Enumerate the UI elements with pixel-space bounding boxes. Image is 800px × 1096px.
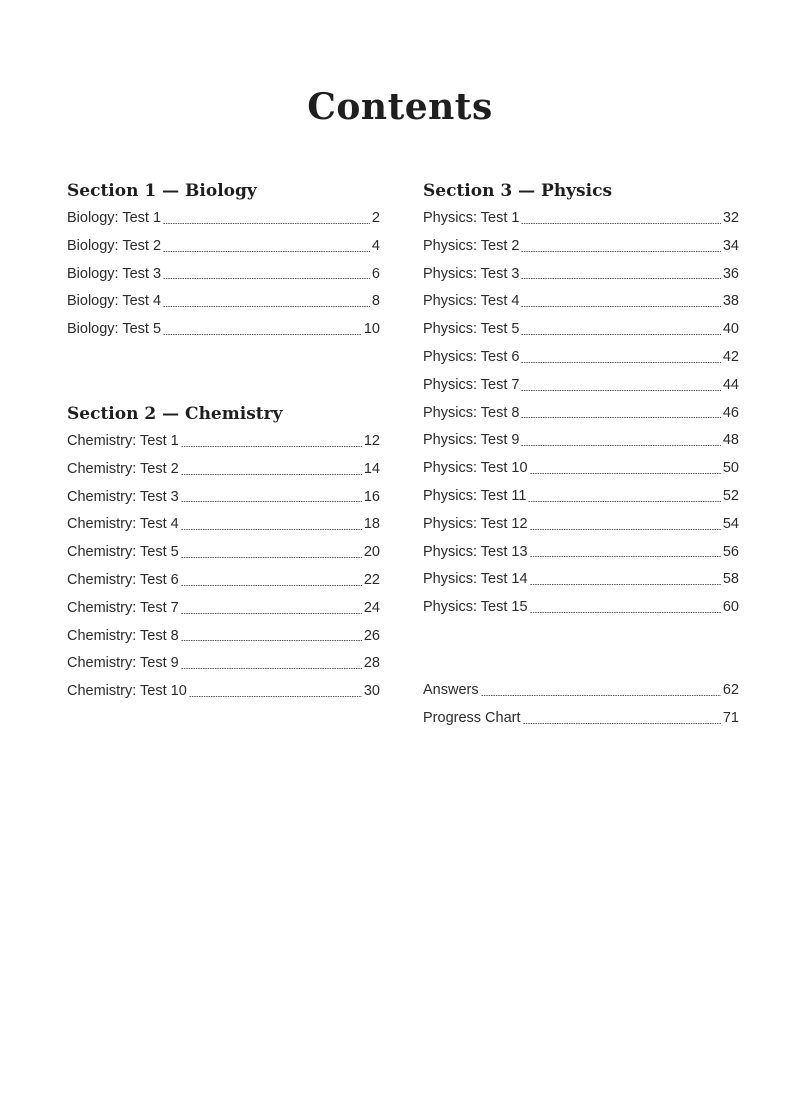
toc-entry-label: Chemistry: Test 6 bbox=[67, 571, 179, 588]
toc-page-number: 44 bbox=[722, 376, 739, 393]
toc-entry-answers[interactable] bbox=[423, 677, 739, 705]
section-physics bbox=[423, 177, 739, 622]
toc-entry-progress-chart[interactable] bbox=[423, 705, 739, 733]
toc-page-number: 12 bbox=[363, 433, 380, 449]
toc-entry-label: Physics: Test 7 bbox=[423, 376, 520, 393]
toc-entry-physics-test-12[interactable] bbox=[423, 511, 739, 539]
toc-page-number: 28 bbox=[363, 655, 380, 672]
dot-leader bbox=[181, 474, 362, 475]
toc-page-number: 16 bbox=[363, 488, 380, 505]
dot-leader bbox=[163, 334, 362, 335]
toc-entry-biology-test-2[interactable] bbox=[67, 233, 380, 261]
dot-leader bbox=[521, 278, 720, 279]
toc-entry-label: Chemistry: Test 7 bbox=[67, 599, 179, 616]
toc-page-number: 36 bbox=[722, 265, 739, 282]
toc-page-number: 58 bbox=[722, 571, 739, 588]
toc-entry-label: Chemistry: Test 4 bbox=[67, 516, 179, 533]
toc-page-number: 4 bbox=[371, 237, 380, 254]
section-chemistry bbox=[67, 400, 380, 706]
dot-leader bbox=[530, 473, 721, 474]
section-heading-physics: Section 3 — Physics bbox=[423, 181, 613, 201]
toc-entry-label: Progress Chart bbox=[423, 709, 521, 726]
toc-entry-physics-test-4[interactable] bbox=[423, 288, 739, 316]
dot-leader bbox=[521, 223, 720, 224]
dot-leader bbox=[163, 223, 370, 224]
toc-entry-physics-test-15[interactable] bbox=[423, 594, 739, 622]
toc-list-extras bbox=[423, 677, 739, 733]
dot-leader bbox=[181, 668, 362, 669]
toc-entry-chemistry-test-3[interactable] bbox=[67, 484, 380, 512]
toc-entry-label: Physics: Test 10 bbox=[423, 460, 528, 477]
toc-entry-physics-test-7[interactable] bbox=[423, 372, 739, 400]
toc-page-number: 71 bbox=[722, 709, 739, 726]
dot-leader bbox=[521, 417, 720, 418]
toc-page-number: 42 bbox=[722, 348, 739, 365]
toc-entry-label: Biology: Test 1 bbox=[67, 210, 162, 226]
toc-entry-label: Physics: Test 11 bbox=[423, 487, 527, 504]
toc-entry-physics-test-1[interactable] bbox=[423, 205, 739, 233]
section-heading-chemistry: Section 2 — Chemistry bbox=[67, 404, 283, 424]
toc-list-physics bbox=[423, 205, 739, 622]
toc-entry-label: Physics: Test 3 bbox=[423, 265, 520, 282]
extras-block bbox=[423, 677, 739, 733]
dot-leader bbox=[528, 501, 720, 502]
toc-entry-label: Biology: Test 5 bbox=[67, 321, 162, 338]
page-title: Contents bbox=[307, 86, 493, 128]
toc-page-number: 62 bbox=[722, 682, 739, 698]
dot-leader bbox=[521, 445, 720, 446]
toc-page-number: 56 bbox=[722, 543, 739, 560]
dot-leader bbox=[181, 529, 362, 530]
toc-entry-label: Chemistry: Test 10 bbox=[67, 683, 187, 700]
toc-entry-label: Chemistry: Test 2 bbox=[67, 460, 179, 477]
toc-page-number: 10 bbox=[363, 321, 380, 338]
toc-list-chemistry bbox=[67, 428, 380, 706]
dot-leader bbox=[530, 584, 721, 585]
toc-page-number: 50 bbox=[722, 460, 739, 477]
toc-entry-physics-test-2[interactable] bbox=[423, 233, 739, 261]
toc-page-number: 38 bbox=[722, 293, 739, 310]
toc-entry-chemistry-test-7[interactable] bbox=[67, 595, 380, 623]
dot-leader bbox=[530, 612, 721, 613]
toc-entry-physics-test-14[interactable] bbox=[423, 566, 739, 594]
toc-entry-label: Chemistry: Test 8 bbox=[67, 627, 179, 644]
toc-entry-physics-test-10[interactable] bbox=[423, 455, 739, 483]
dot-leader bbox=[530, 529, 721, 530]
toc-list-biology bbox=[67, 205, 380, 344]
toc-page-number: 48 bbox=[722, 432, 739, 449]
dot-leader bbox=[163, 278, 370, 279]
dot-leader bbox=[189, 696, 362, 697]
toc-entry-label: Physics: Test 1 bbox=[423, 210, 520, 226]
toc-entry-label: Physics: Test 2 bbox=[423, 237, 520, 254]
toc-entry-label: Physics: Test 9 bbox=[423, 432, 520, 449]
dot-leader bbox=[521, 306, 720, 307]
dot-leader bbox=[521, 334, 720, 335]
toc-entry-physics-test-3[interactable] bbox=[423, 261, 739, 289]
toc-entry-physics-test-11[interactable] bbox=[423, 483, 739, 511]
toc-entry-label: Physics: Test 14 bbox=[423, 571, 528, 588]
toc-entry-biology-test-4[interactable] bbox=[67, 288, 380, 316]
toc-entry-chemistry-test-4[interactable] bbox=[67, 511, 380, 539]
toc-page-number: 24 bbox=[363, 599, 380, 616]
toc-entry-chemistry-test-10[interactable] bbox=[67, 678, 380, 706]
toc-entry-label: Physics: Test 5 bbox=[423, 321, 520, 338]
dot-leader bbox=[530, 556, 721, 557]
toc-page-number: 22 bbox=[363, 571, 380, 588]
dot-leader bbox=[181, 585, 362, 586]
toc-entry-biology-test-3[interactable] bbox=[67, 261, 380, 289]
toc-entry-physics-test-5[interactable] bbox=[423, 316, 739, 344]
toc-entry-chemistry-test-2[interactable] bbox=[67, 456, 380, 484]
toc-entry-label: Answers bbox=[423, 682, 479, 698]
toc-entry-label: Physics: Test 12 bbox=[423, 515, 528, 532]
toc-entry-chemistry-test-1[interactable] bbox=[67, 428, 380, 456]
toc-page-number: 30 bbox=[363, 683, 380, 700]
dot-leader bbox=[181, 557, 362, 558]
toc-entry-label: Biology: Test 2 bbox=[67, 237, 162, 254]
toc-page-number: 60 bbox=[722, 599, 739, 616]
dot-leader bbox=[181, 446, 362, 447]
dot-leader bbox=[163, 251, 370, 252]
toc-entry-label: Physics: Test 4 bbox=[423, 293, 520, 310]
toc-entry-label: Chemistry: Test 9 bbox=[67, 655, 179, 672]
dot-leader bbox=[521, 251, 720, 252]
section-heading-biology: Section 1 — Biology bbox=[67, 181, 257, 201]
toc-entry-chemistry-test-6[interactable] bbox=[67, 567, 380, 595]
toc-entry-chemistry-test-9[interactable] bbox=[67, 650, 380, 678]
toc-entry-label: Chemistry: Test 1 bbox=[67, 433, 179, 449]
toc-page-number: 14 bbox=[363, 460, 380, 477]
toc-page-number: 34 bbox=[722, 237, 739, 254]
toc-page-number: 46 bbox=[722, 404, 739, 421]
toc-entry-physics-test-6[interactable] bbox=[423, 344, 739, 372]
toc-entry-physics-test-8[interactable] bbox=[423, 400, 739, 428]
toc-page-number: 20 bbox=[363, 544, 380, 561]
dot-leader bbox=[181, 613, 362, 614]
toc-entry-label: Physics: Test 13 bbox=[423, 543, 528, 560]
toc-entry-label: Chemistry: Test 3 bbox=[67, 488, 179, 505]
toc-entry-label: Physics: Test 6 bbox=[423, 348, 520, 365]
toc-page-number: 8 bbox=[371, 293, 380, 310]
toc-entry-chemistry-test-8[interactable] bbox=[67, 623, 380, 651]
dot-leader bbox=[521, 390, 720, 391]
dot-leader bbox=[181, 501, 362, 502]
toc-entry-label: Physics: Test 15 bbox=[423, 599, 528, 616]
dot-leader bbox=[181, 640, 362, 641]
toc-page-number: 32 bbox=[722, 210, 739, 226]
toc-entry-biology-test-5[interactable] bbox=[67, 316, 380, 344]
toc-page-number: 18 bbox=[363, 516, 380, 533]
toc-entry-biology-test-1[interactable] bbox=[67, 205, 380, 233]
toc-page-number: 6 bbox=[371, 265, 380, 282]
toc-page-number: 54 bbox=[722, 515, 739, 532]
toc-page-number: 40 bbox=[722, 321, 739, 338]
dot-leader bbox=[523, 723, 721, 724]
dot-leader bbox=[521, 362, 720, 363]
toc-entry-label: Biology: Test 3 bbox=[67, 265, 162, 282]
toc-entry-physics-test-9[interactable] bbox=[423, 427, 739, 455]
toc-page-number: 52 bbox=[722, 487, 739, 504]
toc-page-number: 26 bbox=[363, 627, 380, 644]
toc-entry-label: Physics: Test 8 bbox=[423, 404, 520, 421]
dot-leader bbox=[481, 695, 721, 696]
toc-page-number: 2 bbox=[371, 210, 380, 226]
dot-leader bbox=[163, 306, 370, 307]
toc-entry-label: Biology: Test 4 bbox=[67, 293, 162, 310]
section-biology bbox=[67, 177, 380, 344]
toc-entry-chemistry-test-5[interactable] bbox=[67, 539, 380, 567]
toc-entry-label: Chemistry: Test 5 bbox=[67, 544, 179, 561]
toc-entry-physics-test-13[interactable] bbox=[423, 539, 739, 567]
